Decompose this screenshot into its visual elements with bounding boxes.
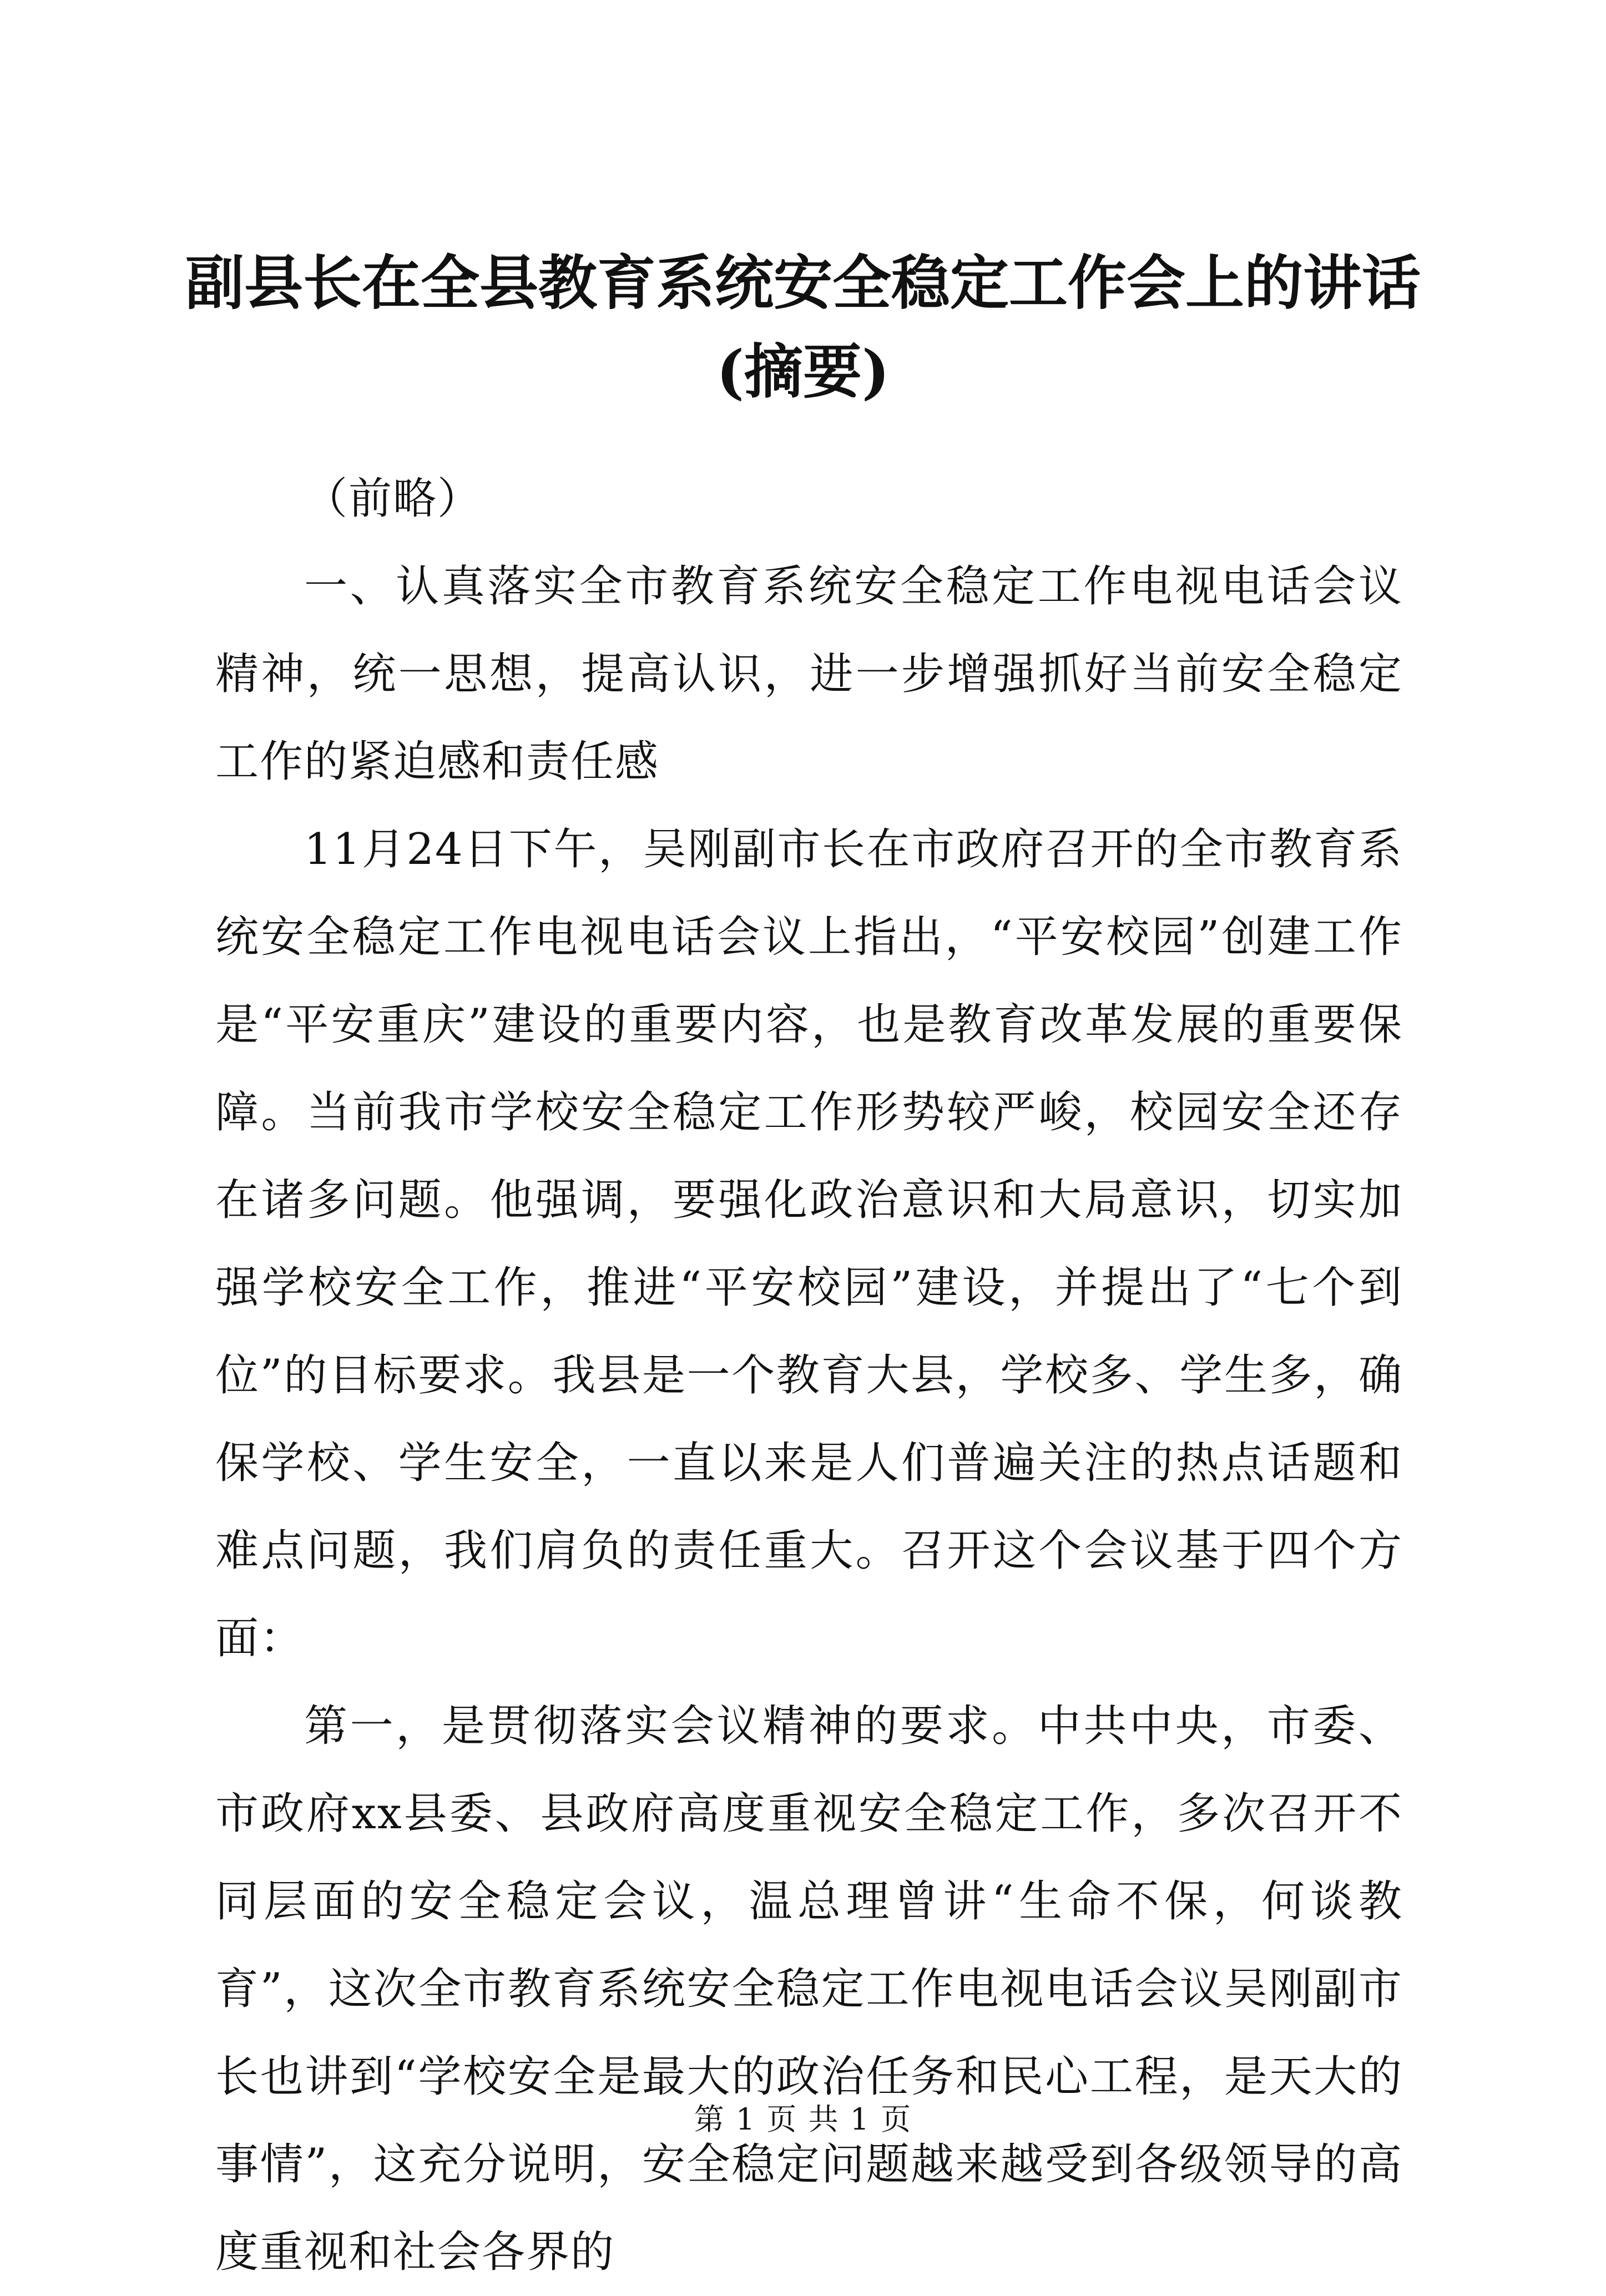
document-body [215,455,1403,2296]
paragraph-meeting-summary: 11月24日下午，吴刚副市长在市政府召开的全市教育系统安全稳定工作电视电话会议上指出，“平安校园”创建工作是“平安重庆”建设的重要内容，也是教育改革发展的重要保障。当前我市学校安全稳定工作形势较严峻，校园安全还存在诸多问题。他强调，要强化政治意识和大局意识，切实加强学校安全工作，推进“平安校园”建设，并提出了“七个到位”的目标要求。我县是一个教育大县，学校多、学生多，确保学校、学生安全，一直以来是人们普遍关注的热点话题和难点问题，我们肩负的责任重大。召开这个会议基于四个方面： [215,825,1403,1663]
page-footer: 第 1 页 共 1 页 [694,2102,912,2137]
paragraph-first-point: 第一，是贯彻落实会议精神的要求。中共中央，市委、市政府xx县委、县政府高度重视安全稳定工作，多次召开不同层面的安全稳定会议，温总理曾讲“生命不保，何谈教育”，这次全市教育系统安全稳定工作电视电话会议吴刚副市长也讲到“学校安全是最大的政治任务和民心工程，是天大的事情”，这充分说明，安全稳定问题越来越受到各级领导的高度重视和社会各界的 [215,1701,1403,2277]
paragraph-section-heading: 一、认真落实全市教育系统安全稳定工作电视电话会议精神，统一思想，提高认识，进一步增强抓好当前安全稳定工作的紧迫感和责任感 [215,562,1403,787]
paragraph-preface: （前略） [304,474,482,524]
document-title: 副县长在全县教育系统安全稳定工作会上的讲话(摘要) [185,248,1421,406]
